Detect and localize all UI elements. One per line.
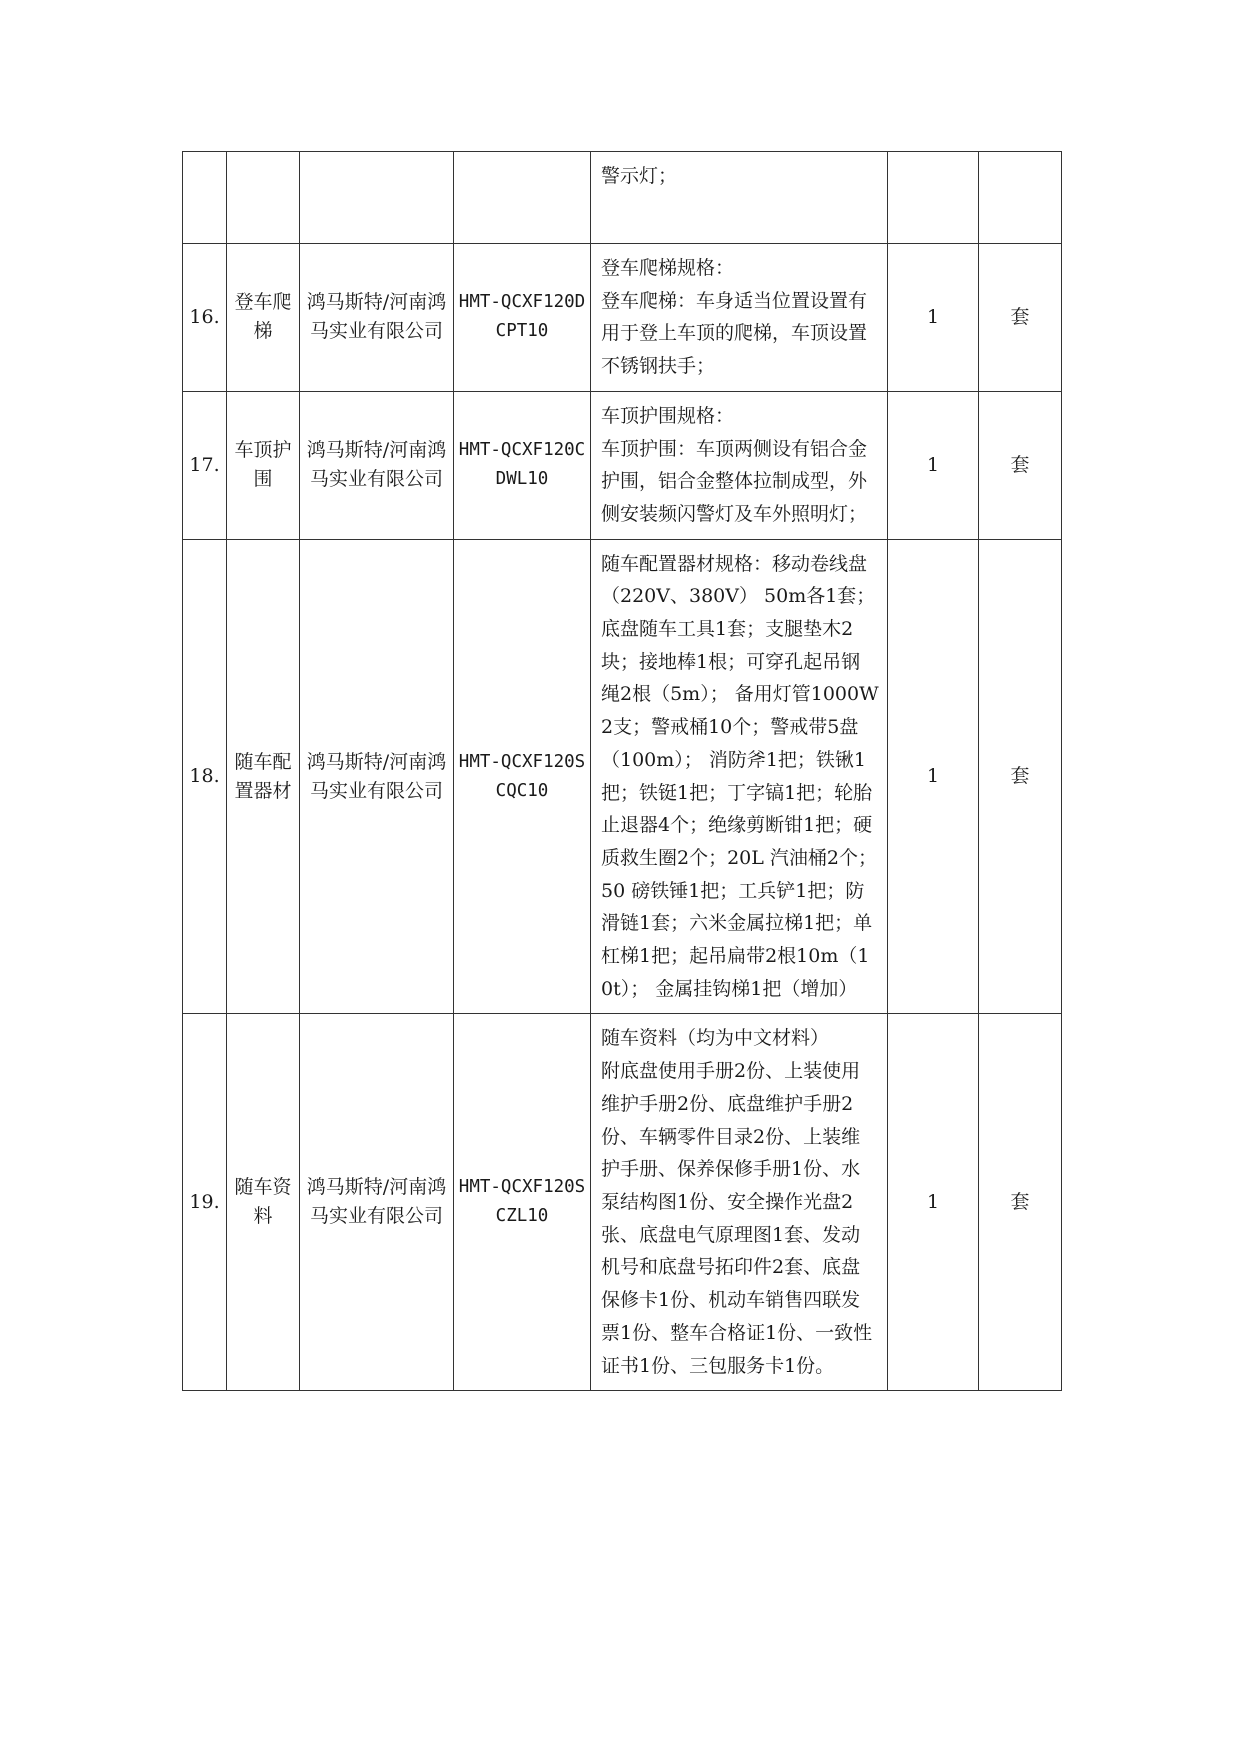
quantity-cell: 1 <box>888 391 979 539</box>
unit-cell <box>979 152 1062 244</box>
equipment-spec-table <box>182 151 1062 1391</box>
spec-line: 警示灯； <box>601 165 678 187</box>
unit-cell: 套 <box>979 244 1062 392</box>
spec-cell <box>591 244 888 392</box>
model-cell: HMT-QCXF120DCPT10 <box>454 244 591 392</box>
spec-line: 附底盘使用手册2份、上装使用维护手册2份、底盘维护手册2份、车辆零件目录2份、上装维护手册、保养保修手册1份、水泵结构图1份、安全操作光盘2张、底盘电气原理图1套、发动机号和底盘号拓印件2套、底盘保修卡1份、机动车销售四联发票1份、整车合格证1份、一致性证书1份、三包服务卡1份。 <box>601 1060 873 1377</box>
quantity-cell: 1 <box>888 244 979 392</box>
spec-line: 登车爬梯规格： <box>601 257 735 279</box>
table-row <box>183 1014 1062 1391</box>
spec-cell <box>591 1014 888 1391</box>
brand-cell: 鸿马斯特/河南鸿马实业有限公司 <box>300 391 454 539</box>
model-cell <box>454 152 591 244</box>
item-number-cell: 19. <box>183 1014 227 1391</box>
brand-cell: 鸿马斯特/河南鸿马实业有限公司 <box>300 539 454 1014</box>
item-number-cell: 16. <box>183 244 227 392</box>
item-name-cell: 随车配置器材 <box>227 539 300 1014</box>
spec-line: 车顶护围：车顶两侧设有铝合金护围，铝合金整体拉制成型，外侧安装频闪警灯及车外照明灯； <box>601 437 868 525</box>
spec-cell <box>591 391 888 539</box>
table-row <box>183 152 1062 244</box>
brand-cell <box>300 152 454 244</box>
brand-cell: 鸿马斯特/河南鸿马实业有限公司 <box>300 1014 454 1391</box>
item-number-cell: 18. <box>183 539 227 1014</box>
spec-line: 登车爬梯：车身适当位置设置有用于登上车顶的爬梯，车顶设置不锈钢扶手； <box>601 289 868 378</box>
spec-cell <box>591 539 888 1014</box>
spec-cell <box>591 152 888 244</box>
quantity-cell <box>888 152 979 244</box>
spec-line: 随车配置器材规格：移动卷线盘（220V、380V） 50m各1套；底盘随车工具1套；支腿垫木2块；接地棒1根；可穿孔起吊钢绳2根（5m）； 备用灯管1000W 2支；警戒桶10个；警戒带5盘（100m）； 消防斧1把；铁锹1把；铁铤1把；丁字镐1把；轮胎止退器4个；绝缘剪断钳1把；硬质救生圈2个；20L 汽油桶2个；50 磅铁锤1把；工兵铲1把；防滑链1套；六米金属拉梯1把；单杠梯1把；起吊扁带2根10m（10t）； 金属挂钩梯1把（增加） <box>601 552 879 1000</box>
item-name-cell <box>227 152 300 244</box>
model-cell: HMT-QCXF120CDWL10 <box>454 391 591 539</box>
unit-cell: 套 <box>979 539 1062 1014</box>
model-cell: HMT-QCXF120SCZL10 <box>454 1014 591 1391</box>
table-row <box>183 391 1062 539</box>
item-number-cell <box>183 152 227 244</box>
brand-cell: 鸿马斯特/河南鸿马实业有限公司 <box>300 244 454 392</box>
unit-cell: 套 <box>979 1014 1062 1391</box>
table-row <box>183 539 1062 1014</box>
unit-cell: 套 <box>979 391 1062 539</box>
spec-line: 随车资料（均为中文材料） <box>601 1027 830 1050</box>
item-name-cell: 登车爬梯 <box>227 244 300 392</box>
quantity-cell: 1 <box>888 1014 979 1391</box>
quantity-cell: 1 <box>888 539 979 1014</box>
item-name-cell: 随车资料 <box>227 1014 300 1391</box>
spec-line: 车顶护围规格： <box>601 404 735 427</box>
item-name-cell: 车顶护围 <box>227 391 300 539</box>
model-cell: HMT-QCXF120SCQC10 <box>454 539 591 1014</box>
table-row <box>183 244 1062 392</box>
item-number-cell: 17. <box>183 391 227 539</box>
